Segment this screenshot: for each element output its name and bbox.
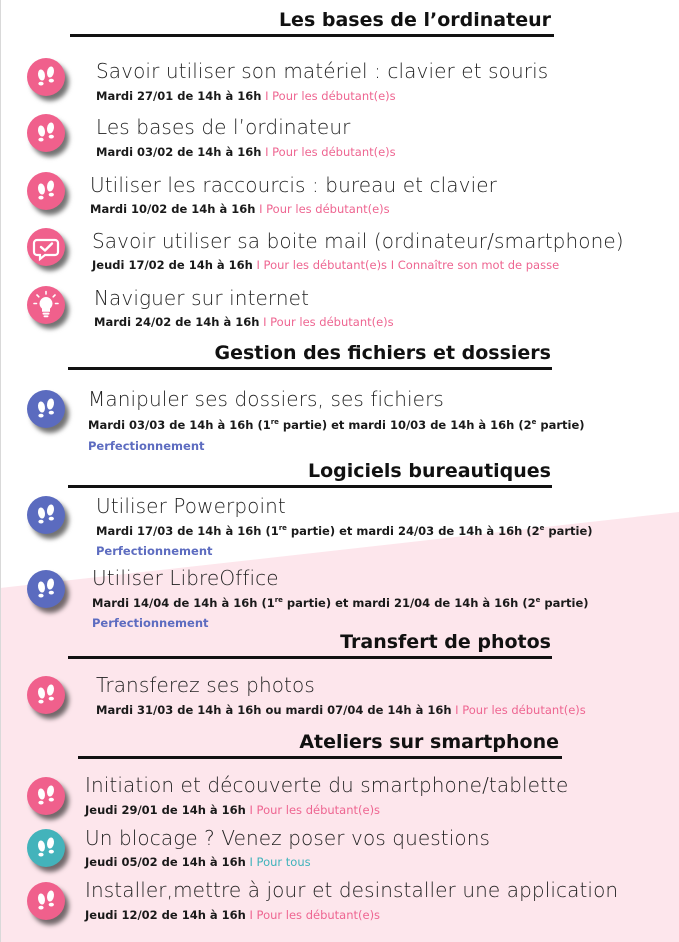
workshop-date: partie) xyxy=(544,524,593,538)
footprints-icon xyxy=(27,58,65,96)
workshop-schedule-line xyxy=(96,524,593,538)
ordinal-suffix: e xyxy=(531,418,537,427)
workshop-audience: I Pour les débutant(e)s xyxy=(451,703,586,717)
footprints-icon xyxy=(27,114,65,152)
workshop-title: Utiliser Powerpoint xyxy=(96,494,286,518)
workshop-level: Perfectionnement xyxy=(96,544,213,558)
workshop-title: Les bases de l’ordinateur xyxy=(96,115,351,139)
ordinal-suffix: e xyxy=(535,596,541,605)
section-rule xyxy=(68,656,552,659)
workshop-audience: I Pour les débutant(e)s xyxy=(261,89,396,103)
workshop-date: partie) xyxy=(540,596,589,610)
workshop-date: Jeudi 12/02 de 14h à 16h xyxy=(85,908,246,922)
workshop-schedule-line xyxy=(92,596,589,610)
workshop-date: Jeudi 05/02 de 14h à 16h xyxy=(85,855,246,869)
workshop-audience: I Pour les débutant(e)s xyxy=(261,145,396,159)
section-heading-photo-transfer: Transfert de photos xyxy=(340,631,551,653)
workshop-schedule-line xyxy=(96,145,396,159)
section-rule xyxy=(70,34,554,37)
ordinal-suffix: re xyxy=(270,418,279,427)
section-rule xyxy=(78,756,562,759)
workshop-title: Utiliser LibreOffice xyxy=(92,566,279,590)
workshop-title: Utiliser les raccourcis : bureau et clavier xyxy=(90,173,497,197)
workshop-schedule-line xyxy=(85,908,380,922)
ordinal-suffix: re xyxy=(278,524,287,533)
workshop-schedule-line xyxy=(94,315,394,329)
footprints-icon xyxy=(27,676,65,714)
workshop-title: Installer,mettre à jour et desinstaller une application xyxy=(85,878,619,902)
footprints-icon xyxy=(27,570,65,608)
workshop-schedule-line xyxy=(96,703,586,717)
workshop-date: partie) xyxy=(536,418,585,432)
workshop-title: Naviguer sur internet xyxy=(94,286,310,310)
workshop-date: Jeudi 29/01 de 14h à 16h xyxy=(85,803,246,817)
workshop-date: Mardi 27/01 de 14h à 16h xyxy=(96,89,262,103)
workshop-date: Mardi 03/02 de 14h à 16h xyxy=(96,145,262,159)
ordinal-suffix: e xyxy=(539,524,545,533)
footprints-icon xyxy=(27,829,65,867)
workshop-schedule-line xyxy=(96,89,396,103)
workshop-title: Transferez ses photos xyxy=(96,673,315,697)
lightbulb-icon xyxy=(27,286,65,324)
footprints-icon xyxy=(27,172,65,210)
workshop-audience: I Pour tous xyxy=(245,855,311,869)
workshop-title: Un blocage ? Venez poser vos questions xyxy=(85,826,491,850)
section-heading-smartphone-workshops: Ateliers sur smartphone xyxy=(299,731,559,753)
workshop-date: Mardi 24/02 de 14h à 16h xyxy=(94,315,260,329)
workshop-schedule-line xyxy=(92,258,559,272)
workshop-date: Mardi 17/03 de 14h à 16h (1 xyxy=(96,524,279,538)
footprints-icon xyxy=(27,882,65,920)
section-rule xyxy=(68,367,552,370)
left-border xyxy=(0,0,1,942)
workshop-date: partie) et mardi 24/03 de 14h à 16h (2 xyxy=(286,524,540,538)
workshop-schedule-line xyxy=(85,803,380,817)
footprints-icon xyxy=(27,390,65,428)
footprints-icon xyxy=(27,777,65,815)
ordinal-suffix: re xyxy=(274,596,283,605)
workshop-audience: I Pour les débutant(e)s xyxy=(245,803,381,817)
workshop-date: partie) et mardi 21/04 de 14h à 16h (2 xyxy=(282,596,536,610)
workshop-date: Mardi 10/02 de 14h à 16h xyxy=(90,202,256,216)
section-heading-computer-basics: Les bases de l’ordinateur xyxy=(278,9,551,31)
section-heading-file-management: Gestion des fichiers et dossiers xyxy=(214,342,551,364)
workshop-schedule-line xyxy=(85,855,311,869)
workshop-level: Perfectionnement xyxy=(92,616,209,630)
workshop-date: Mardi 03/03 de 14h à 16h (1 xyxy=(88,418,271,432)
workshop-level: Perfectionnement xyxy=(88,439,205,453)
workshop-date: partie) et mardi 10/03 de 14h à 16h (2 xyxy=(278,418,532,432)
workshop-audience: I Pour les débutant(e)s xyxy=(245,908,381,922)
workshop-title: Savoir utiliser sa boite mail (ordinateur/smartphone) xyxy=(92,229,624,253)
workshop-audience: I Pour les débutant(e)s xyxy=(255,202,390,216)
workshop-date: Mardi 31/03 de 14h à 16h ou mardi 07/04 de 14h à 16h xyxy=(96,703,452,717)
workshop-title: Initiation et découverte du smartphone/tablette xyxy=(85,773,569,797)
section-rule xyxy=(68,485,552,488)
workshop-title: Savoir utiliser son matériel : clavier et souris xyxy=(96,59,549,83)
workshop-date: Jeudi 17/02 de 14h à 16h xyxy=(92,258,253,272)
workshop-title: Manipuler ses dossiers, ses fichiers xyxy=(88,387,444,411)
workshop-schedule-line xyxy=(90,202,390,216)
workshop-audience: I Pour les débutant(e)s I Connaître son mot de passe xyxy=(252,258,560,272)
footprints-icon xyxy=(27,496,65,534)
workshop-date: Mardi 14/04 de 14h à 16h (1 xyxy=(92,596,275,610)
section-heading-office-software: Logiciels bureautiques xyxy=(307,460,551,482)
workshop-audience: I Pour les débutant(e)s xyxy=(259,315,394,329)
mail-chat-icon xyxy=(27,228,65,266)
workshop-schedule-line xyxy=(88,418,585,432)
